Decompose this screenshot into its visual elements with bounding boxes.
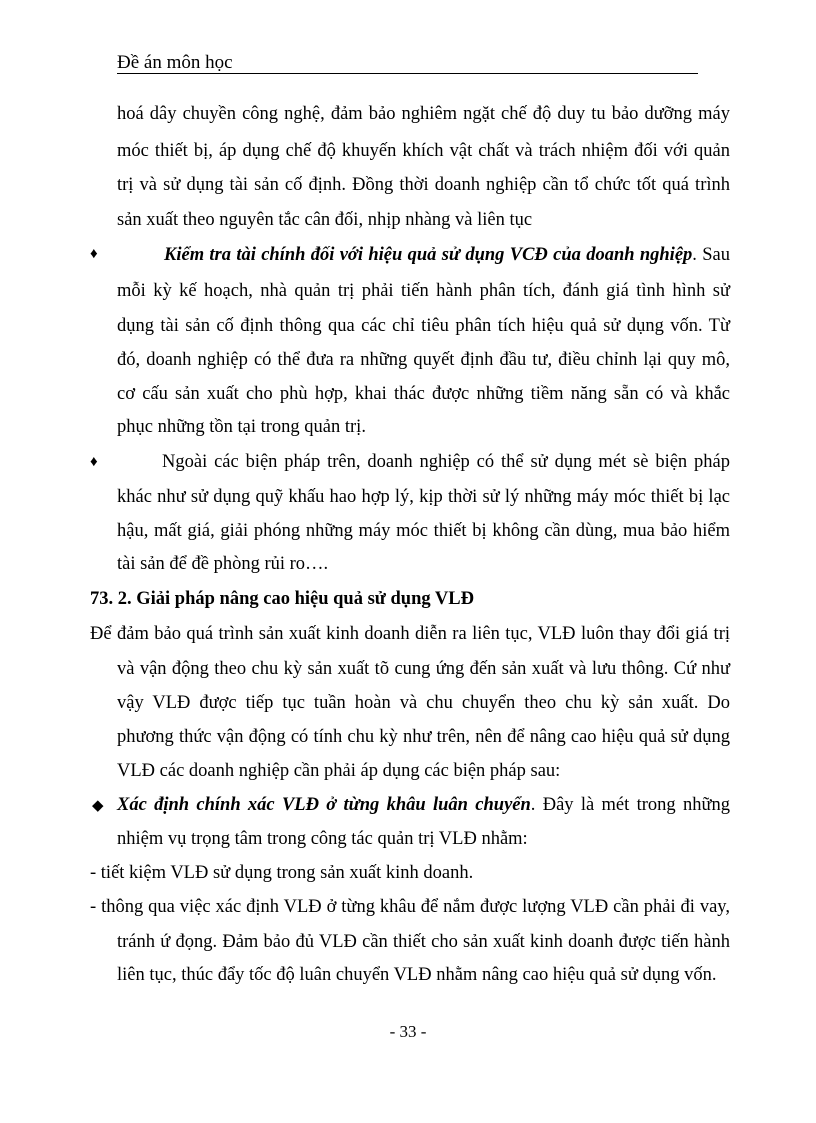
- bullet-line: khác như sử dụng quỹ khấu hao hợp lý, kịp thời sử lý những máy móc thiết bị lạc: [117, 487, 730, 507]
- paragraph-line: và vận động theo chu kỳ sản xuất tõ cung ứng đến sản xuất và lưu thông. Cứ như: [117, 659, 730, 679]
- bullet-line: [117, 794, 730, 816]
- header-rule: [117, 73, 698, 74]
- section-heading: 73. 2. Giải pháp nâng cao hiệu quả sử dụng VLĐ: [90, 589, 474, 609]
- bullet-line: phục những tồn tại trong quản trị.: [117, 417, 366, 437]
- diamond-bullet-icon: ♦: [90, 246, 98, 262]
- paragraph-line: hoá dây chuyền công nghệ, đảm bảo nghiêm ngặt chế độ duy tu bảo dưỡng máy: [117, 104, 730, 124]
- dash-list-item: - tiết kiệm VLĐ sử dụng trong sản xuất kinh doanh.: [90, 863, 474, 883]
- dash-list-item: - thông qua việc xác định VLĐ ở từng khâu để nắm được lượng VLĐ cần phải đi vay,: [90, 897, 730, 917]
- bullet-line: dụng tài sản cố định thông qua các chỉ tiêu phân tích hiệu quả sử dụng vốn. Từ: [117, 316, 730, 336]
- paragraph-line: phương thức vận động có tính chu kỳ như trên, nên để nâng cao hiệu quả sử dụng: [117, 727, 730, 747]
- dash-list-item-continuation: tránh ứ đọng. Đảm bảo đủ VLĐ cần thiết cho sản xuất kinh doanh được tiến hành: [117, 932, 730, 952]
- bullet-line: tài sản để đề phòng rủi ro….: [117, 554, 329, 574]
- bullet-line: mỗi kỳ kế hoạch, nhà quản trị phải tiến hành phân tích, đánh giá tình hình sử: [117, 281, 730, 301]
- bullet-title: Kiểm tra tài chính đối với hiệu quả sử dụng VCĐ của doanh nghiệp: [164, 245, 693, 265]
- dash-list-item-continuation: liên tục, thúc đẩy tốc độ luân chuyển VLĐ nhằm nâng cao hiệu quả sử dụng vốn.: [117, 965, 717, 985]
- bullet-line: Ngoài các biện pháp trên, doanh nghiệp có thể sử dụng mét sè biện pháp: [162, 452, 730, 472]
- bullet-line: cơ cấu sản xuất cho phù hợp, khai thác được những tiềm năng sẵn có và khắc: [117, 384, 730, 404]
- bullet-line: [164, 244, 730, 266]
- diamond-bullet-icon: ◆: [92, 798, 104, 814]
- bullet-line: đó, doanh nghiệp có thể đưa ra những quyết định đầu tư, điều chỉnh lại quy mô,: [117, 350, 730, 370]
- paragraph-line: trị và sử dụng tài sản cố định. Đồng thời doanh nghiệp cần tổ chức tốt quá trình: [117, 175, 730, 195]
- paragraph-line: Để đảm bảo quá trình sản xuất kinh doanh diễn ra liên tục, VLĐ luôn thay đổi giá trị: [90, 624, 730, 644]
- paragraph-line: VLĐ các doanh nghiệp cần phải áp dụng các biện pháp sau:: [117, 761, 561, 781]
- bullet-title-suffix: . Đây là mét trong những: [530, 795, 730, 815]
- page-number: - 33 -: [389, 1022, 427, 1041]
- bullet-line: nhiệm vụ trọng tâm trong công tác quản trị VLĐ nhằm:: [117, 829, 528, 849]
- paragraph-line: sản xuất theo nguyên tắc cân đối, nhịp nhàng và liên tục: [117, 210, 533, 230]
- bullet-title: Xác định chính xác VLĐ ở từng khâu luân chuyển: [117, 795, 531, 815]
- paragraph-line: vậy VLĐ được tiếp tục tuần hoàn và chu chuyển theo chu kỳ sản xuất. Do: [117, 693, 730, 713]
- diamond-bullet-icon: ♦: [90, 454, 98, 470]
- bullet-line: hậu, mất giá, giải phóng những máy móc thiết bị không cần dùng, mua bảo hiểm: [117, 521, 730, 541]
- page-header-title: Đề án môn học: [117, 52, 233, 73]
- paragraph-line: móc thiết bị, áp dụng chế độ khuyến khích vật chất và trách nhiệm đối với quản: [117, 141, 730, 161]
- bullet-title-suffix: . Sau: [692, 245, 731, 265]
